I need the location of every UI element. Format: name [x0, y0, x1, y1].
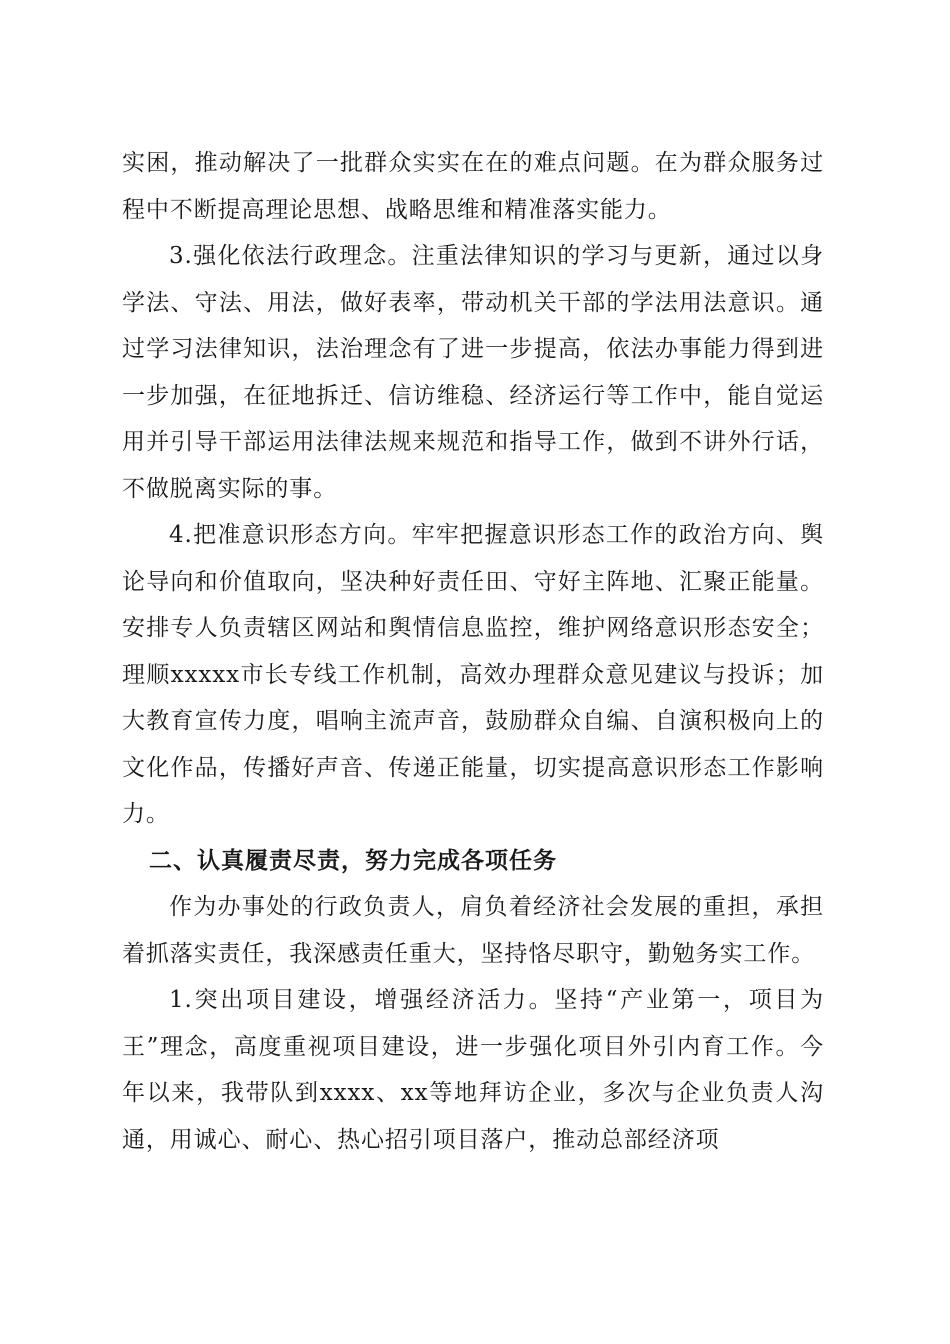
paragraph-ideology: 4.把准意识形态方向。牢牢把握意识形态工作的政治方向、舆论导向和价值取向，坚决种好责任田、守好主阵地、汇聚正能量。安排专人负责辖区网站和舆情信息监控，维护网络意识形态安全；理顺xxxxx市长专线工作机制，高效办理群众意见建议与投诉；加大教育宣传力度，唱响主流声音，鼓励群众自编、自演积极向上的文化作品，传播好声音、传递正能量，切实提高意识形态工作影响力。: [122, 522, 824, 827]
section-heading: 二、认真履责尽责，努力完成各项任务: [149, 847, 557, 874]
document-body: [122, 140, 824, 1163]
paragraph-rule-of-law: 3.强化依法行政理念。注重法律知识的学习与更新，通过以身学法、守法、用法，做好表率，带动机关干部的学法用法意识。通过学习法律知识，法治理念有了进一步提高，依法办事能力得到进一步加强，在征地拆迁、信访维稳、经济运行等工作中，能自觉运用并引导干部运用法律法规来规范和指导工作，做到不讲外行话，不做脱离实际的事。: [122, 243, 824, 502]
paragraph-responsibility: 作为办事处的行政负责人，肩负着经济社会发展的重担，承担着抓落实责任，我深感责任重大，坚持恪尽职守，勤勉务实工作。: [122, 894, 824, 967]
paragraph-project-construction: 1.突出项目建设，增强经济活力。坚持“产业第一，项目为王”理念，高度重视项目建设，进一步强化项目外引内育工作。今年以来，我带队到xxxx、xx等地拜访企业，多次与企业负责人沟通，用诚心、耐心、热心招引项目落户，推动总部经济项: [122, 987, 824, 1153]
paragraph-continuation: 实困，推动解决了一批群众实实在在的难点问题。在为群众服务过程中不断提高理论思想、战略思维和精准落实能力。: [122, 150, 824, 223]
